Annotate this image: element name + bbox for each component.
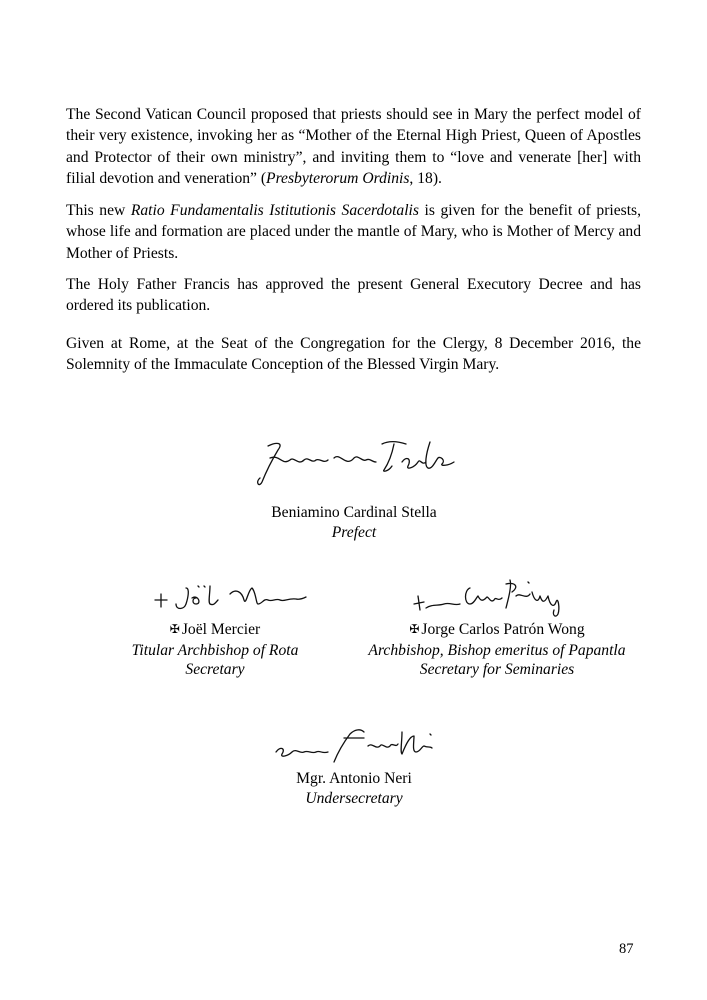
paragraph-ratio — [66, 200, 641, 264]
page-number: 87 — [619, 941, 634, 957]
mercier-title: Titular Archbishop of Rota — [131, 641, 299, 659]
mercier-role: Secretary — [185, 661, 245, 678]
signatory-wong — [342, 620, 652, 680]
signature-neri — [272, 724, 438, 764]
paragraph-approval: The Holy Father Francis has approved the present General Executory Decree and has ordered its publication. — [66, 276, 641, 315]
paragraph-vatican-council — [66, 104, 641, 189]
maltese-cross-icon: ✠ — [169, 622, 180, 636]
signatory-mercier — [100, 620, 330, 680]
stella-role: Prefect — [331, 523, 377, 541]
p2-before: This new — [66, 202, 131, 219]
neri-name: Mgr. Antonio Neri — [296, 770, 412, 787]
mercier-name-line — [100, 620, 330, 641]
p1-citation-title: Presbyterorum Ordinis — [266, 169, 410, 187]
signatory-neri — [204, 769, 504, 808]
signature-mercier — [152, 582, 308, 614]
p1-text: The Second Vatican Council proposed that priests should see in Mary the perfect model of their very existence, invoking her as “Mother of the Eternal High Priest, Queen of Apostles and Protector of their own ministry”, and inviting them to “love and venerate [her] with filial devotion and veneration” ( — [66, 106, 641, 187]
wong-name-line — [342, 620, 652, 641]
wong-title: Archbishop, Bishop emeritus of Papantla — [368, 641, 626, 659]
maltese-cross-icon: ✠ — [409, 622, 420, 636]
p1-citation-end: , 18). — [409, 169, 442, 187]
wong-name: Jorge Carlos Patrón Wong — [421, 621, 585, 638]
p2-after: is given for the benefit of priests, whose life and formation are placed under the mantle of Mary, who is Mother of Mercy and Mother of Priests. — [66, 202, 642, 262]
signature-stella — [254, 436, 460, 488]
stella-name: Beniamino Cardinal Stella — [271, 504, 437, 521]
p2-title: Ratio Fundamentalis Istitutionis Sacerdotalis — [130, 202, 419, 219]
mercier-name: Joël Mercier — [181, 621, 261, 638]
wong-role: Secretary for Seminaries — [419, 661, 575, 678]
paragraph-given-at-rome: Given at Rome, at the Seat of the Congregation for the Clergy, 8 December 2016, the Solemnity of the Immaculate Conception of the Blessed Virgin Mary. — [66, 335, 641, 374]
signature-wong — [408, 578, 564, 620]
neri-role: Undersecretary — [305, 789, 403, 807]
signatory-stella — [204, 503, 504, 542]
